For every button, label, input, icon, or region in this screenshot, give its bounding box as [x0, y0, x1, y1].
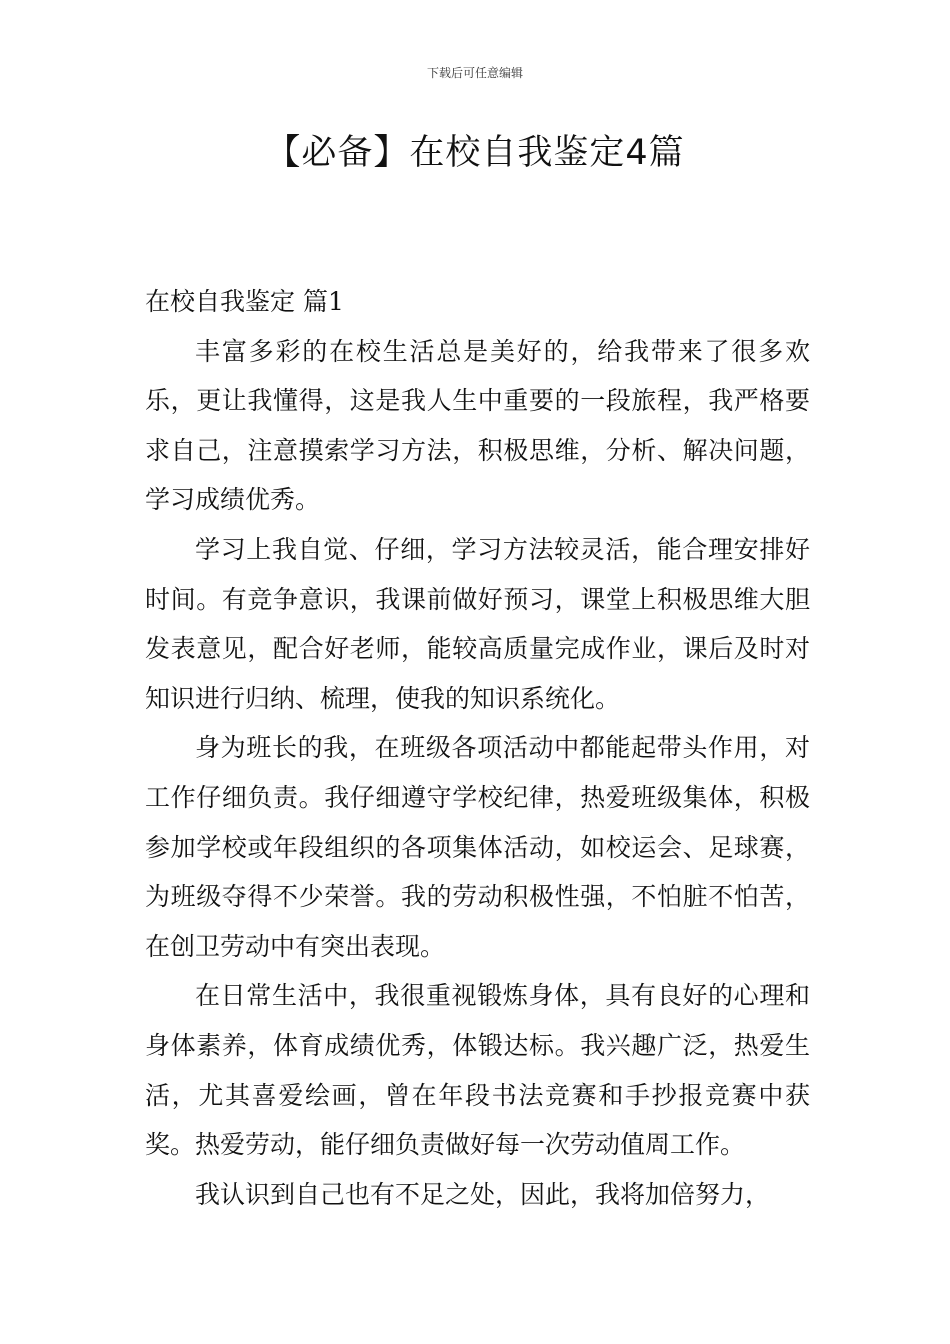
paragraph: 学习上我自觉、仔细，学习方法较灵活，能合理安排好时间。有竞争意识，我课前做好预习，课堂上积极思维大胆发表意见，配合好老师，能较高质量完成作业，课后及时对知识进行归纳、梳理，使我的知识系统化。	[145, 534, 810, 713]
paragraph: 丰富多彩的在校生活总是美好的，给我带来了很多欢乐，更让我懂得，这是我人生中重要的一段旅程，我严格要求自己，注意摸索学习方法，积极思维，分析、解决问题，学习成绩优秀。	[145, 336, 810, 515]
document-title: 【必备】在校自我鉴定4篇	[265, 133, 685, 173]
document-body	[145, 277, 810, 1219]
paragraph: 我认识到自己也有不足之处，因此，我将加倍努力，	[195, 1179, 771, 1209]
paragraph: 在日常生活中，我很重视锻炼身体，具有良好的心理和身体素养，体育成绩优秀，体锻达标。我兴趣广泛，热爱生活，尤其喜爱绘画，曾在年段书法竞赛和手抄报竞赛中获奖。热爱劳动，能仔细负责做好每一次劳动值周工作。	[145, 981, 810, 1160]
section-heading: 在校自我鉴定 篇1	[145, 287, 344, 316]
paragraph: 身为班长的我，在班级各项活动中都能起带头作用，对工作仔细负责。我仔细遵守学校纪律，热爱班级集体，积极参加学校或年段组织的各项集体活动，如校运会、足球赛，为班级夺得不少荣誉。我的劳动积极性强，不怕脏不怕苦，在创卫劳动中有突出表现。	[145, 733, 810, 961]
header-note: 下载后可任意编辑	[426, 66, 523, 80]
